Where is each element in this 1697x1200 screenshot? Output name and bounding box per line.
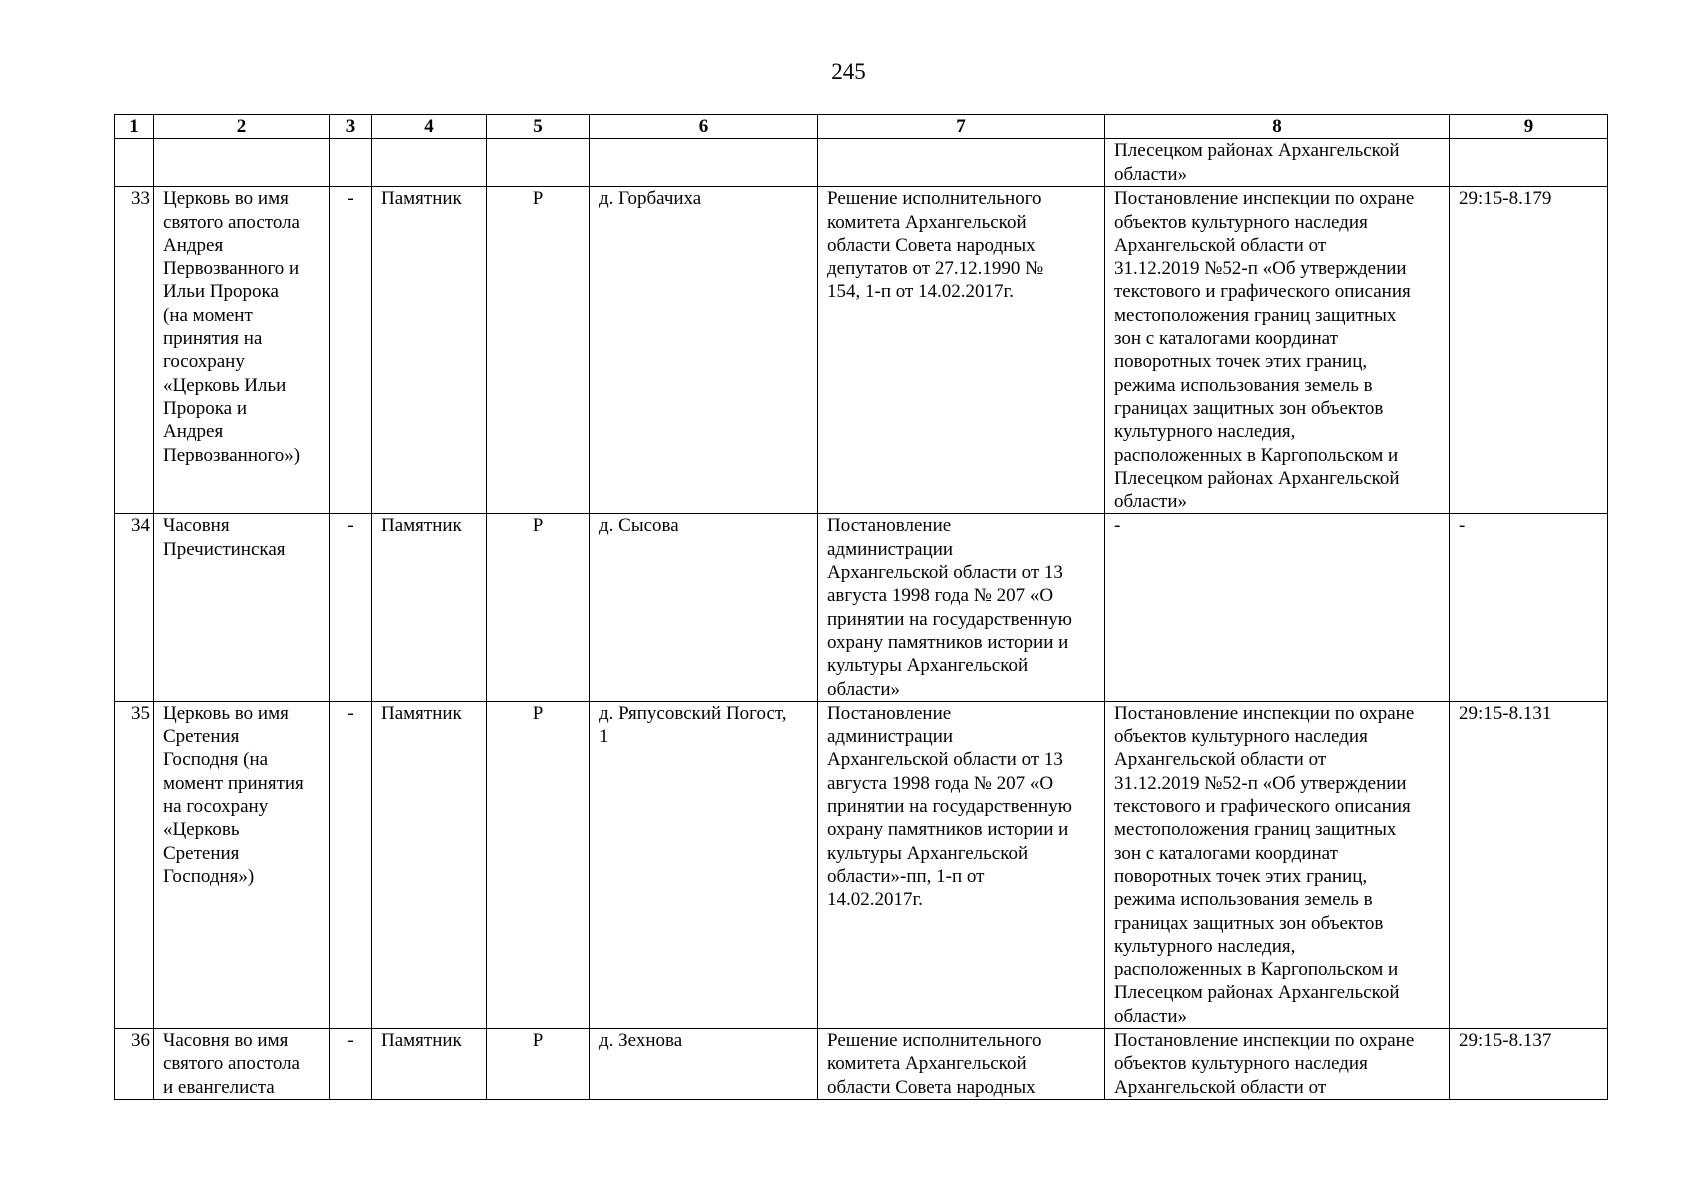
- object-name-cell: Часовня во имя святого апостола и евангелиста: [154, 1028, 330, 1099]
- significance-cell: [487, 139, 590, 187]
- category-cell: Памятник: [372, 701, 487, 1028]
- heritage-registry-table: [114, 114, 1608, 1100]
- protection-zone-document-cell: -: [1105, 514, 1450, 701]
- location-cell: д. Сысова: [590, 514, 818, 701]
- location-cell: [590, 139, 818, 187]
- significance-cell: Р: [487, 187, 590, 514]
- object-name-cell: Часовня Пречистинская: [154, 514, 330, 701]
- table-row: [115, 701, 1608, 1028]
- column-3-cell: -: [330, 187, 372, 514]
- column-header-2: 2: [154, 115, 330, 139]
- column-header-6: 6: [590, 115, 818, 139]
- object-name-cell: Церковь во имя святого апостола Андрея Первозванного и Ильи Пророка (на момент принятия на госохрану «Церковь Ильи Пророка и Андрея Первозванного»): [154, 187, 330, 514]
- protection-zone-document-cell: Постановление инспекции по охране объектов культурного наследия Архангельской области от 31.12.2019 №52-п «Об утверждении текстового и графического описания местоположения границ защитных зон с каталогами координат поворотных точек этих границ, режима использования земель в границах защитных зон объектов культурного наследия, расположенных в Каргопольском и Плесецком районах Архангельской области»: [1105, 701, 1450, 1028]
- row-number-cell: 35: [115, 701, 154, 1028]
- significance-cell: Р: [487, 701, 590, 1028]
- basis-document-cell: Решение исполнительного комитета Архангельской области Совета народных: [818, 1028, 1105, 1099]
- significance-cell: Р: [487, 514, 590, 701]
- category-cell: Памятник: [372, 1028, 487, 1099]
- object-name-cell: Церковь во имя Сретения Господня (на момент принятия на госохрану «Церковь Сретения Господня»): [154, 701, 330, 1028]
- registry-number-cell: 29:15-8.179: [1450, 187, 1608, 514]
- registry-number-cell: -: [1450, 514, 1608, 701]
- column-header-1: 1: [115, 115, 154, 139]
- protection-zone-document-cell: Плесецком районах Архангельской области»: [1105, 139, 1450, 187]
- location-cell: д. Зехнова: [590, 1028, 818, 1099]
- page-number: 245: [831, 59, 866, 84]
- table-row: [115, 514, 1608, 701]
- basis-document-cell: [818, 139, 1105, 187]
- category-cell: [372, 139, 487, 187]
- table-row-continuation: [115, 139, 1608, 187]
- column-header-7: 7: [818, 115, 1105, 139]
- column-3-cell: -: [330, 1028, 372, 1099]
- registry-number-cell: [1450, 139, 1608, 187]
- registry-number-cell: 29:15-8.137: [1450, 1028, 1608, 1099]
- column-3-cell: -: [330, 514, 372, 701]
- column-number-header-row: [115, 115, 1608, 139]
- column-3-cell: -: [330, 701, 372, 1028]
- table-row: [115, 187, 1608, 514]
- location-cell: д. Горбачиха: [590, 187, 818, 514]
- category-cell: Памятник: [372, 187, 487, 514]
- table-row: [115, 1028, 1608, 1099]
- column-header-3: 3: [330, 115, 372, 139]
- object-name-cell: [154, 139, 330, 187]
- basis-document-cell: Постановление администрации Архангельской области от 13 августа 1998 года № 207 «О принятии на государственную охрану памятников истории и культуры Архангельской области»: [818, 514, 1105, 701]
- column-header-5: 5: [487, 115, 590, 139]
- row-number-cell: 34: [115, 514, 154, 701]
- row-number-cell: 36: [115, 1028, 154, 1099]
- row-number-cell: [115, 139, 154, 187]
- location-cell: д. Ряпусовский Погост, 1: [590, 701, 818, 1028]
- basis-document-cell: Постановление администрации Архангельской области от 13 августа 1998 года № 207 «О принятии на государственную охрану памятников истории и культуры Архангельской области»-пп, 1-п от 14.02.2017г.: [818, 701, 1105, 1028]
- registry-number-cell: 29:15-8.131: [1450, 701, 1608, 1028]
- basis-document-cell: Решение исполнительного комитета Архангельской области Совета народных депутатов от 27.12.1990 № 154, 1-п от 14.02.2017г.: [818, 187, 1105, 514]
- column-header-4: 4: [372, 115, 487, 139]
- row-number-cell: 33: [115, 187, 154, 514]
- category-cell: Памятник: [372, 514, 487, 701]
- column-header-9: 9: [1450, 115, 1608, 139]
- column-header-8: 8: [1105, 115, 1450, 139]
- significance-cell: Р: [487, 1028, 590, 1099]
- protection-zone-document-cell: Постановление инспекции по охране объектов культурного наследия Архангельской области от: [1105, 1028, 1450, 1099]
- protection-zone-document-cell: Постановление инспекции по охране объектов культурного наследия Архангельской области от 31.12.2019 №52-п «Об утверждении текстового и графического описания местоположения границ защитных зон с каталогами координат поворотных точек этих границ, режима использования земель в границах защитных зон объектов культурного наследия, расположенных в Каргопольском и Плесецком районах Архангельской области»: [1105, 187, 1450, 514]
- column-3-cell: [330, 139, 372, 187]
